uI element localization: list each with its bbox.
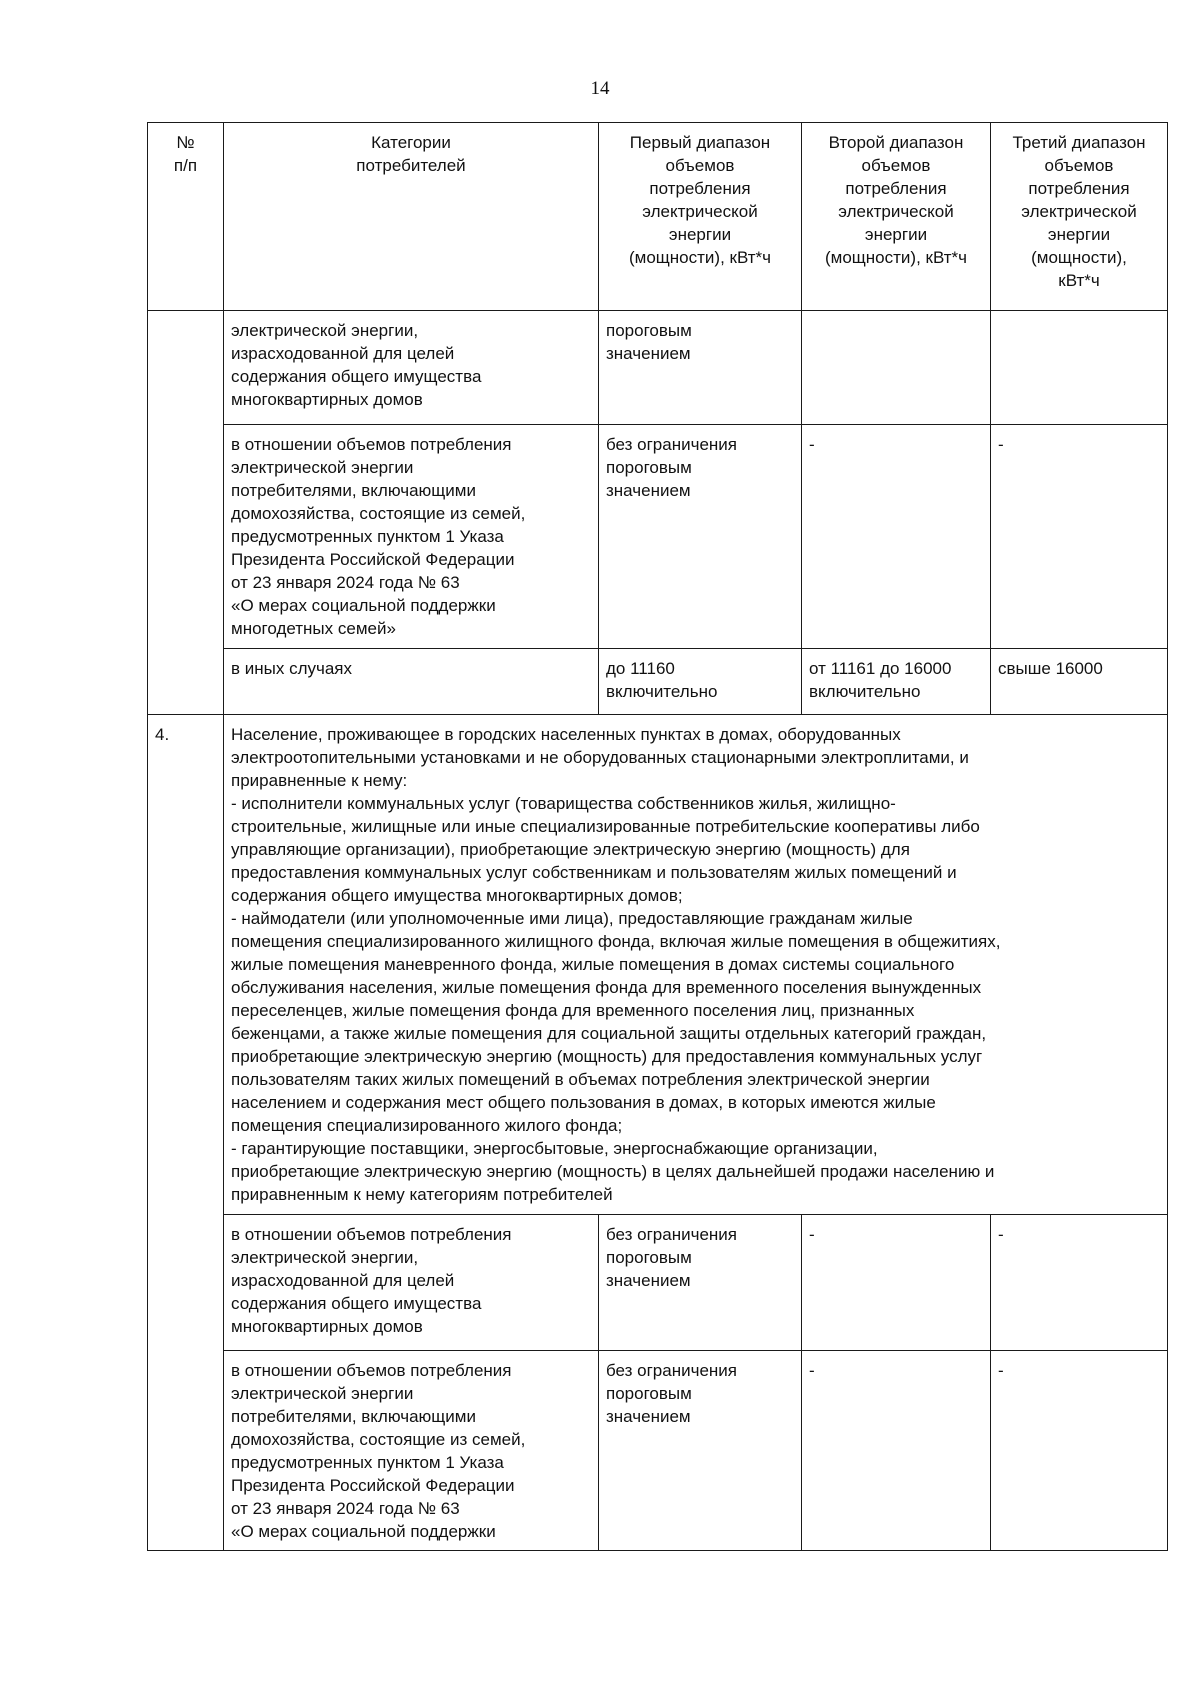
range-2-cell: - (802, 1351, 991, 1551)
range-1-cell: без ограничения пороговым значением (599, 1215, 802, 1351)
header-number: № п/п (148, 123, 224, 311)
range-3-cell: свыше 16000 (991, 649, 1168, 715)
range-3-cell (991, 311, 1168, 425)
header-range-1: Первый диапазон объемов потребления электрической энергии (мощности), кВт*ч (599, 123, 802, 311)
range-2-cell: - (802, 1215, 991, 1351)
range-2-cell: от 11161 до 16000 включительно (802, 649, 991, 715)
page-number: 14 (590, 78, 610, 99)
table-row-item-4 (148, 715, 1168, 1215)
range-3-cell: - (991, 1351, 1168, 1551)
item-4-description: Население, проживающее в городских населенных пунктах в домах, оборудованных электроотопительными установками и не оборудованных стационарными электроплитами, и приравненные к нему: - исполнители коммунальных услуг (товарищества собственников жилья, жилищно- строительные, жилищные или иные специализированные потребительские кооперативы либо управляющие организации), приобретающие электрическую энергию (мощность) для предоставления коммунальных услуг собственникам и пользователям жилых помещений и содержания общего имущества многоквартирных домов; - наймодатели (или уполномоченные ими лица), предоставляющие гражданам жилые помещения специализированного жилищного фонда, включая жилые помещения в общежитиях, жилые помещения маневренного фонда, жилые помещения в домах системы социального обслуживания населения, жилые помещения фонда для временного поселения вынужденных переселенцев, жилые помещения фонда для временного поселения лиц, признанных беженцами, а также жилые помещения для социальной защиты отдельных категорий граждан, приобретающие электрическую энергию (мощность) для предоставления коммунальных услуг пользователям таких жилых помещений в объемах потребления электрической энергии населением и содержания мест общего пользования в домах, в которых имеются жилые помещения специализированного жилого фонда; - гарантирующие поставщики, энергосбытовые, энергоснабжающие организации, приобретающие электрическую энергию (мощность) в целях дальнейшей продажи населению и приравненным к нему категориям потребителей (224, 715, 1168, 1215)
tariff-table (147, 122, 1168, 1551)
range-1-cell: без ограничения пороговым значением (599, 425, 802, 649)
header-range-2: Второй диапазон объемов потребления электрической энергии (мощности), кВт*ч (802, 123, 991, 311)
table-row (148, 1351, 1168, 1551)
range-2-cell: - (802, 425, 991, 649)
table-row (148, 311, 1168, 425)
category-cell: в иных случаях (224, 649, 599, 715)
table-header-row (148, 123, 1168, 311)
category-cell: в отношении объемов потребления электрической энергии потребителями, включающими домохозяйства, состоящие из семей, предусмотренных пунктом 1 Указа Президента Российской Федерации от 23 января 2024 года № 63 «О мерах социальной поддержки многодетных семей» (224, 425, 599, 649)
category-cell: электрической энергии, израсходованной для целей содержания общего имущества многоквартирных домов (224, 311, 599, 425)
item-number: 4. (148, 715, 224, 1551)
header-category: Категории потребителей (224, 123, 599, 311)
category-cell: в отношении объемов потребления электрической энергии потребителями, включающими домохозяйства, состоящие из семей, предусмотренных пунктом 1 Указа Президента Российской Федерации от 23 января 2024 года № 63 «О мерах социальной поддержки (224, 1351, 599, 1551)
category-cell: в отношении объемов потребления электрической энергии, израсходованной для целей содержания общего имущества многоквартирных домов (224, 1215, 599, 1351)
range-1-cell: пороговым значением (599, 311, 802, 425)
number-cell-empty (148, 311, 224, 715)
table-row (148, 425, 1168, 649)
table-row (148, 1215, 1168, 1351)
range-3-cell: - (991, 425, 1168, 649)
range-2-cell (802, 311, 991, 425)
range-1-cell: без ограничения пороговым значением (599, 1351, 802, 1551)
table-row (148, 649, 1168, 715)
range-3-cell: - (991, 1215, 1168, 1351)
header-range-3: Третий диапазон объемов потребления электрической энергии (мощности), кВт*ч (991, 123, 1168, 311)
range-1-cell: до 11160 включительно (599, 649, 802, 715)
